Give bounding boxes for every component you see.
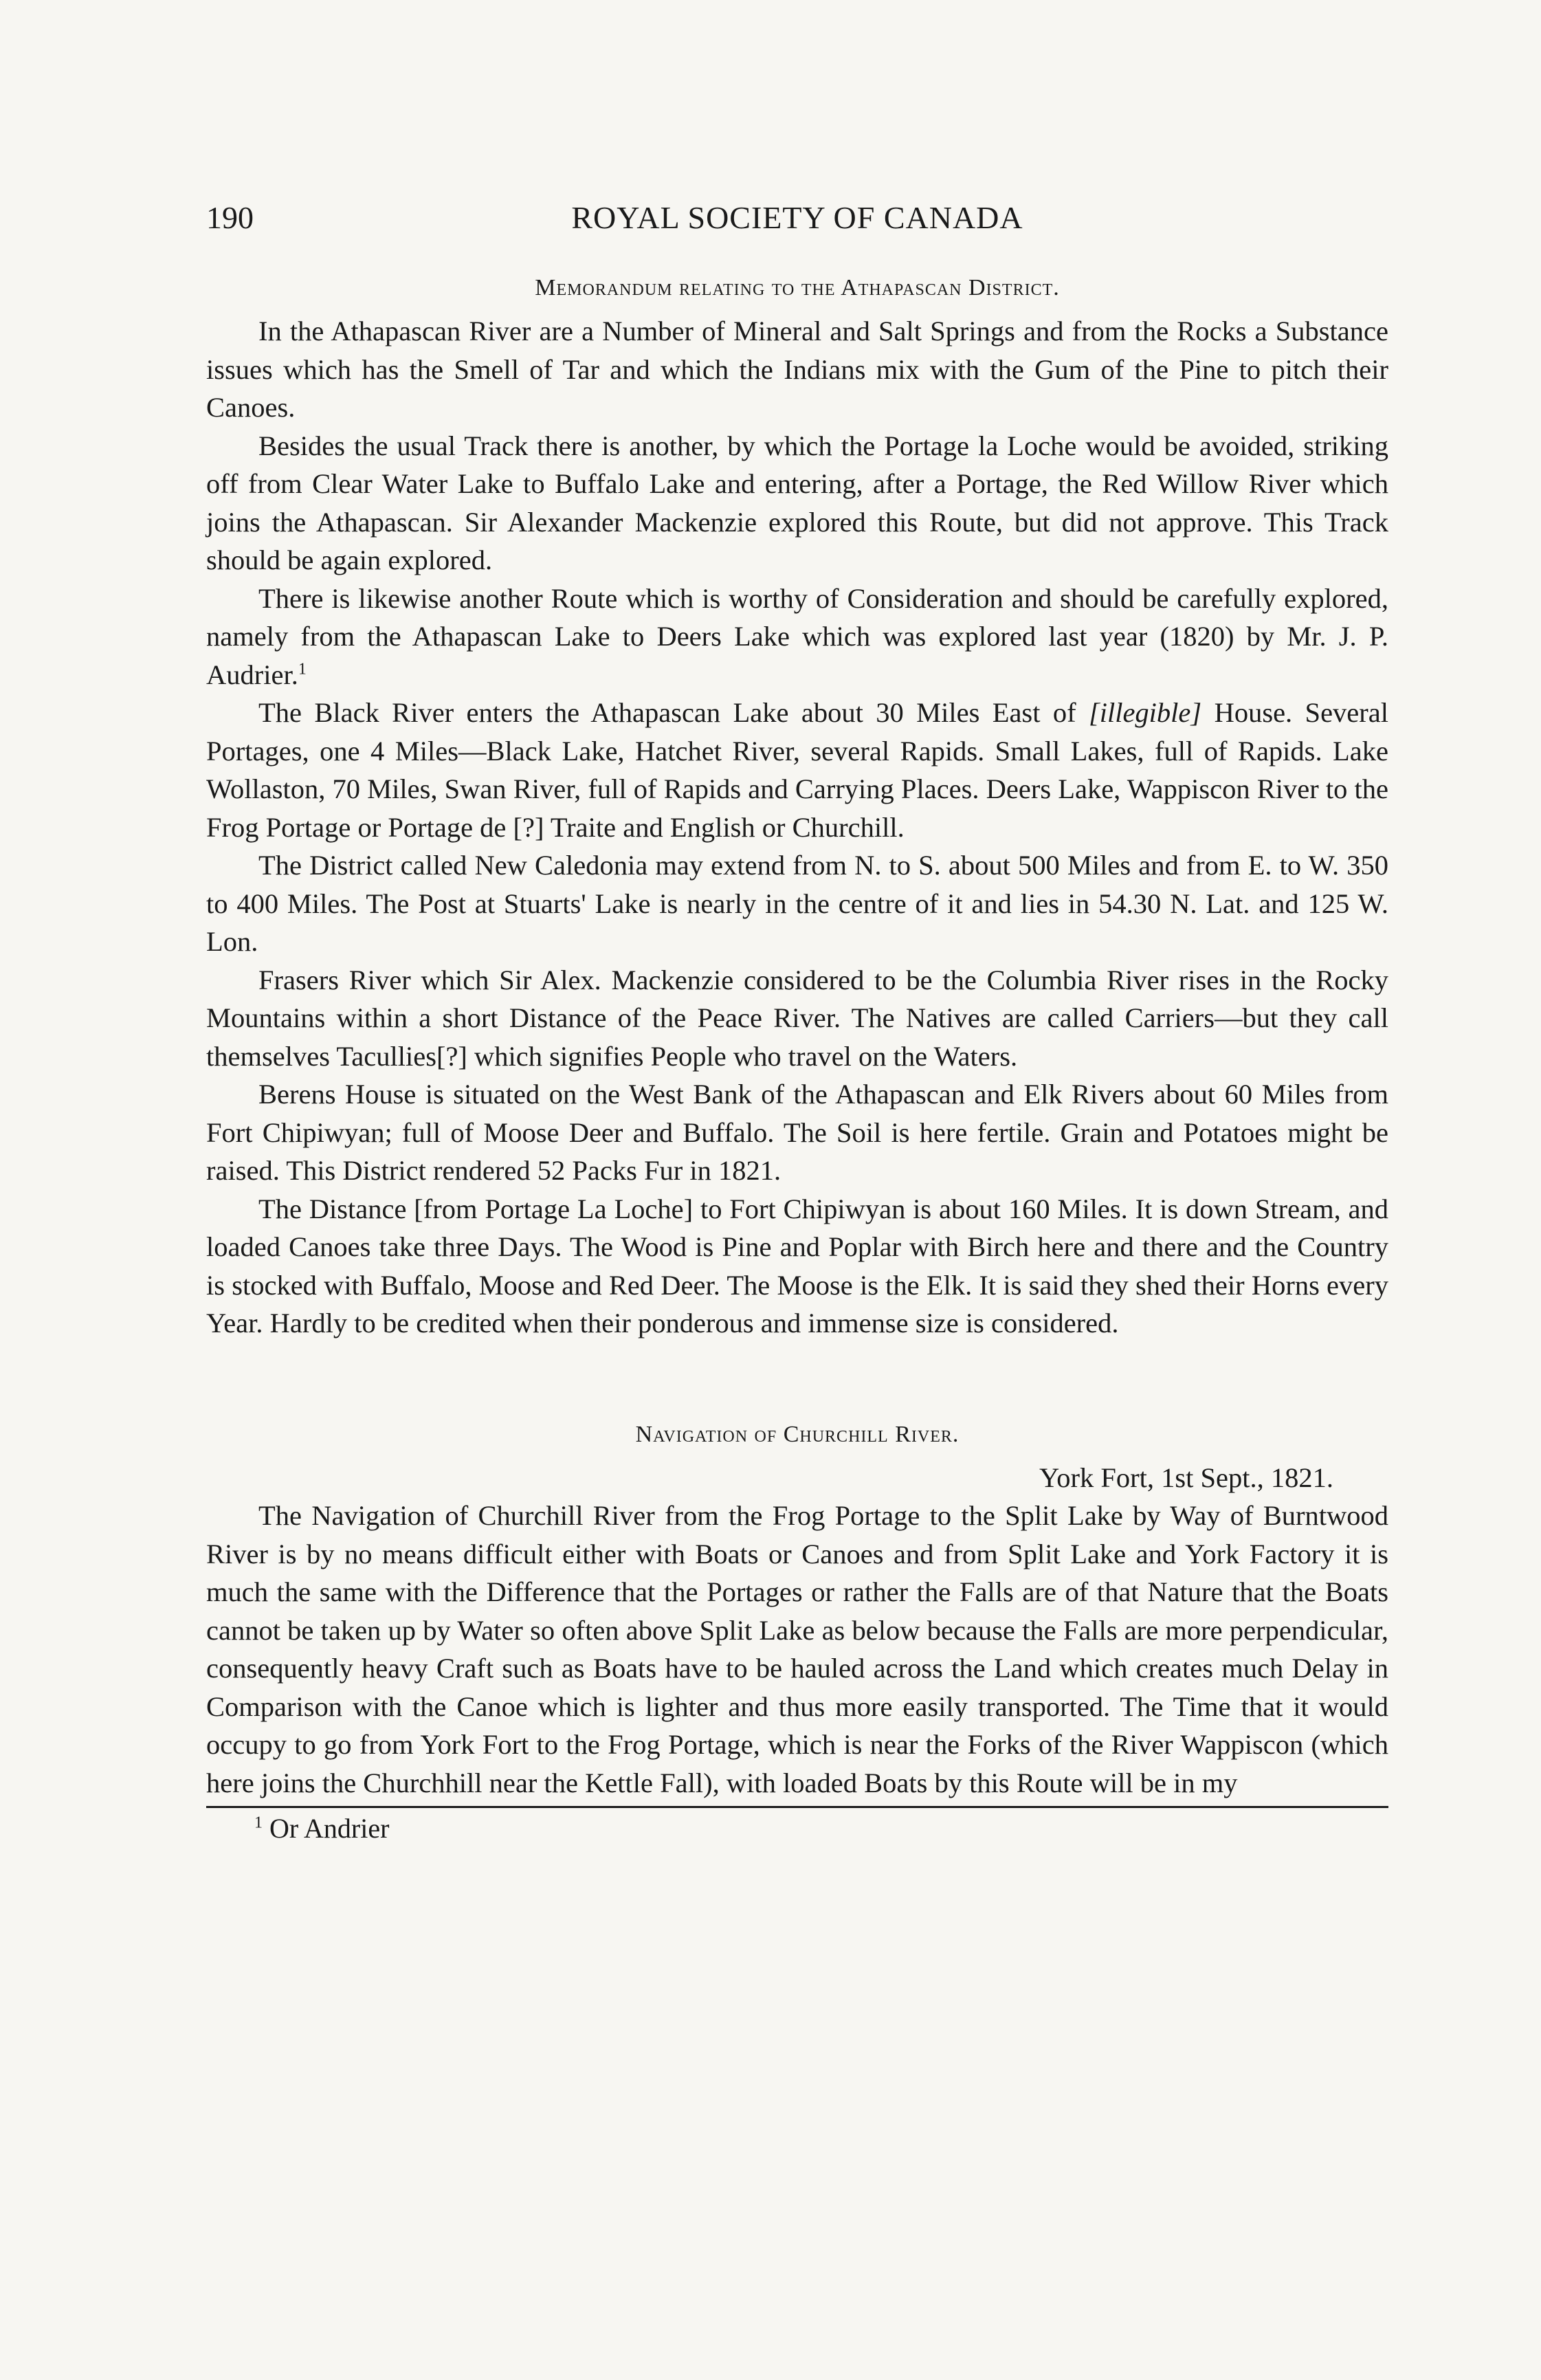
page — [206, 199, 1388, 1847]
paragraph-black-river — [206, 694, 1388, 846]
illegible-marker: [illegible] — [1088, 697, 1202, 728]
paragraph: Besides the usual Track there is another, by which the Portage la Loche would be avoided, striking off from Clear Water Lake to Buffalo Lake and entering, after a Portage, the Red Willow River which joins the Athapascan. Sir Alexander Mackenzie explored this Route, but did not approve. This Track should be again explored. — [206, 430, 1388, 575]
page-number: 190 — [206, 200, 254, 235]
footnote-rule — [206, 1806, 1388, 1808]
paragraph — [206, 580, 1388, 694]
paragraph: The District called New Caledonia may extend from N. to S. about 500 Miles and from E. to W. 350 to 400 Miles. The Post at Stuarts' Lake is nearly in the centre of it and lies in 54.30 N. Lat. and 125 W. Lon. — [206, 850, 1388, 957]
paragraph: Berens House is situated on the West Bank of the Athapascan and Elk Rivers about 60 Miles from Fort Chipiwyan; full of Moose Deer and Buffalo. The Soil is here fertile. Grain and Potatoes might be raised. This District rendered 52 Packs Fur in 1821. — [206, 1079, 1388, 1186]
footnote-marker: 1 — [254, 1814, 263, 1832]
footnote-text: Or Andrier — [263, 1813, 390, 1844]
paragraph-text: The Black River enters the Athapascan Lake about 30 Miles East of — [258, 697, 1089, 728]
journal-title: ROYAL SOCIETY OF CANADA — [571, 200, 1023, 235]
section-title-athapascan: Memorandum relating to the Athapascan District. — [535, 275, 1060, 300]
footnote-reference: 1 — [298, 660, 307, 678]
paragraph: The Distance [from Portage La Loche] to Fort Chipiwyan is about 160 Miles. It is down Stream, and loaded Canoes take three Days. The Wood is Pine and Poplar with Birch here and there and the Country is stocked with Buffalo, Moose and Red Deer. The Moose is the Elk. It is said they shed their Horns every Year. Hardly to be credited when their ponderous and immense size is considered. — [206, 1193, 1388, 1338]
paragraph: In the Athapascan River are a Number of Mineral and Salt Springs and from the Rocks a Substance issues which has the Smell of Tar and which the Indians mix with the Gum of the Pine to pitch their Canoes. — [206, 316, 1388, 423]
running-head — [206, 199, 1388, 247]
section-title-churchill: Navigation of Churchill River. — [635, 1421, 960, 1447]
paragraph: The Navigation of Churchill River from the Frog Portage to the Split Lake by Way of Burntwood River is by no means difficult either with Boats or Canoes and from Split Lake and York Factory it is much the same with the Difference that the Portages or rather the Falls are of that Nature that the Boats cannot be taken up by Water so often above Split Lake as below because the Falls are more perpendicular, consequently heavy Craft such as Boats have to be hauled across the Land which creates much Delay in Comparison with the Canoe which is lighter and thus more easily transported. The Time that it would occupy to go from York Fort to the Frog Portage, which is near the Forks of the River Wappiscon (which here joins the Churchhill near the Kettle Fall), with loaded Boats by this Route will be in my — [206, 1500, 1388, 1798]
paragraph: Frasers River which Sir Alex. Mackenzie considered to be the Columbia River rises in the Rocky Mountains within a short Distance of the Peace River. The Natives are called Carriers—but they call themselves Tacullies[?] which signifies People who travel on the Waters. — [206, 964, 1388, 1072]
footnote — [206, 1811, 1388, 1847]
date-line: York Fort, 1st Sept., 1821. — [1039, 1462, 1333, 1493]
paragraph-text: House. Several Portages, one 4 Miles—Black Lake, Hatchet River, several Rapids. Small Lakes, full of Rapids. Lake Wollaston, 70 Miles, Swan River, full of Rapids and Carrying Places. Deers Lake, Wappiscon River to the Frog Portage or Portage de [?] Traite and English or Churchill. — [206, 697, 1388, 843]
paragraph-text: There is likewise another Route which is worthy of Consideration and should be carefully explored, namely from the Athapascan Lake to Deers Lake which was explored last year (1820) by Mr. J. P. Audrier. — [206, 582, 1388, 690]
